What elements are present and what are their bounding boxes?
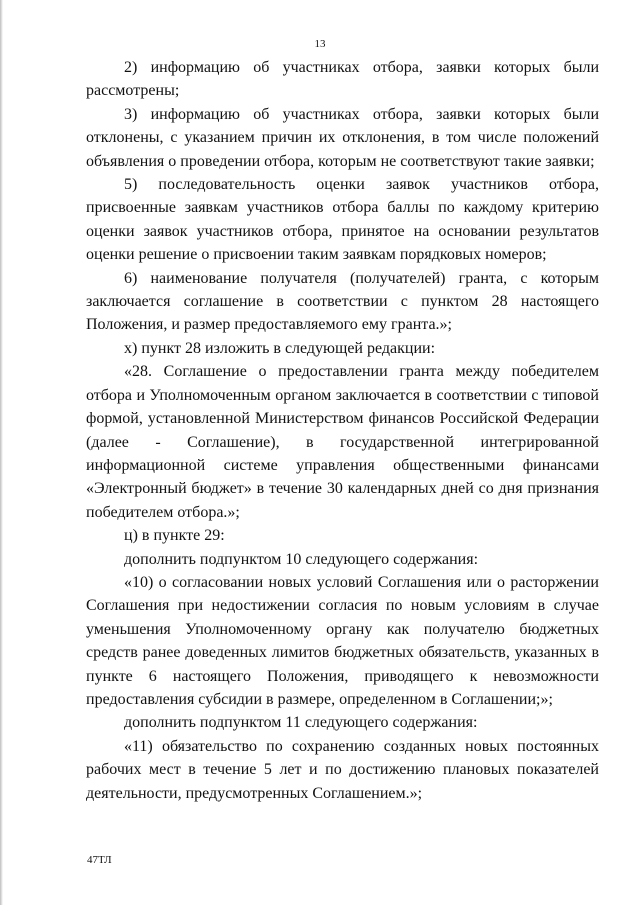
- paragraph-add-10-intro: дополнить подпунктом 10 следующего содержания:: [124, 550, 479, 568]
- paragraph-item-6: 6) наименование получателя (получателей) гранта, с которым заключается соглашение в соответствии с пунктом 28 настоящего Положения, и размер предоставляемого ему гранта.»;: [86, 269, 599, 334]
- paragraph-item-11: «11) обязательство по сохранению созданных новых постоянных рабочих мест в течение 5 лет и по достижению плановых показателей деятельности, предусмотренных Соглашением.»;: [86, 737, 599, 802]
- scan-edge: [0, 0, 3, 905]
- paragraph-clause-28: «28. Соглашение о предоставлении гранта между победителем отбора и Уполномоченным органом заключается в соответствии с типовой формой, установленной Министерством финансов Российской Федерации (далее - Соглашение), в государственной интегрированной информационной системе управления общественными финансами «Электронный бюджет» в течение 30 календарных дней со дня признания победителем отбора.»;: [86, 363, 599, 521]
- paragraph-add-11-intro: дополнить подпунктом 11 следующего содержания:: [124, 714, 478, 732]
- document-body: [86, 56, 599, 805]
- paragraph-subpoint-ts: ц) в пункте 29:: [124, 527, 225, 545]
- paragraph-item-10: «10) о согласовании новых условий Соглашения или о расторжении Соглашения при недостижении согласия по новым условиям в случае уменьшения Уполномоченному органу как получателю бюджетных средств ранее доведенных лимитов бюджетных обязательств, указанных в пункте 6 настоящего Положения, приводящего к невозможности предоставления субсидии в размере, определенном в Соглашении;»;: [86, 573, 599, 708]
- document-code: 47ТЛ: [87, 854, 112, 866]
- page-number: 13: [314, 38, 326, 50]
- paragraph-item-5: 5) последовательность оценки заявок участников отбора, присвоенные заявкам участников отбора баллы по каждому критерию оценки заявок участников отбора, принятое на основании результатов оценки решение о присвоении таким заявкам порядковых номеров;: [86, 176, 599, 264]
- paragraph-subpoint-x: х) пункт 28 изложить в следующей редакции:: [124, 339, 436, 357]
- paragraph-item-3: 3) информацию об участниках отбора, заявки которых были отклонены, с указанием причин их отклонения, в том числе положений объявления о проведении отбора, которым не соответствуют такие заявки;: [86, 105, 599, 170]
- paragraph-item-2: 2) информацию об участниках отбора, заявки которых были рассмотрены;: [86, 59, 599, 100]
